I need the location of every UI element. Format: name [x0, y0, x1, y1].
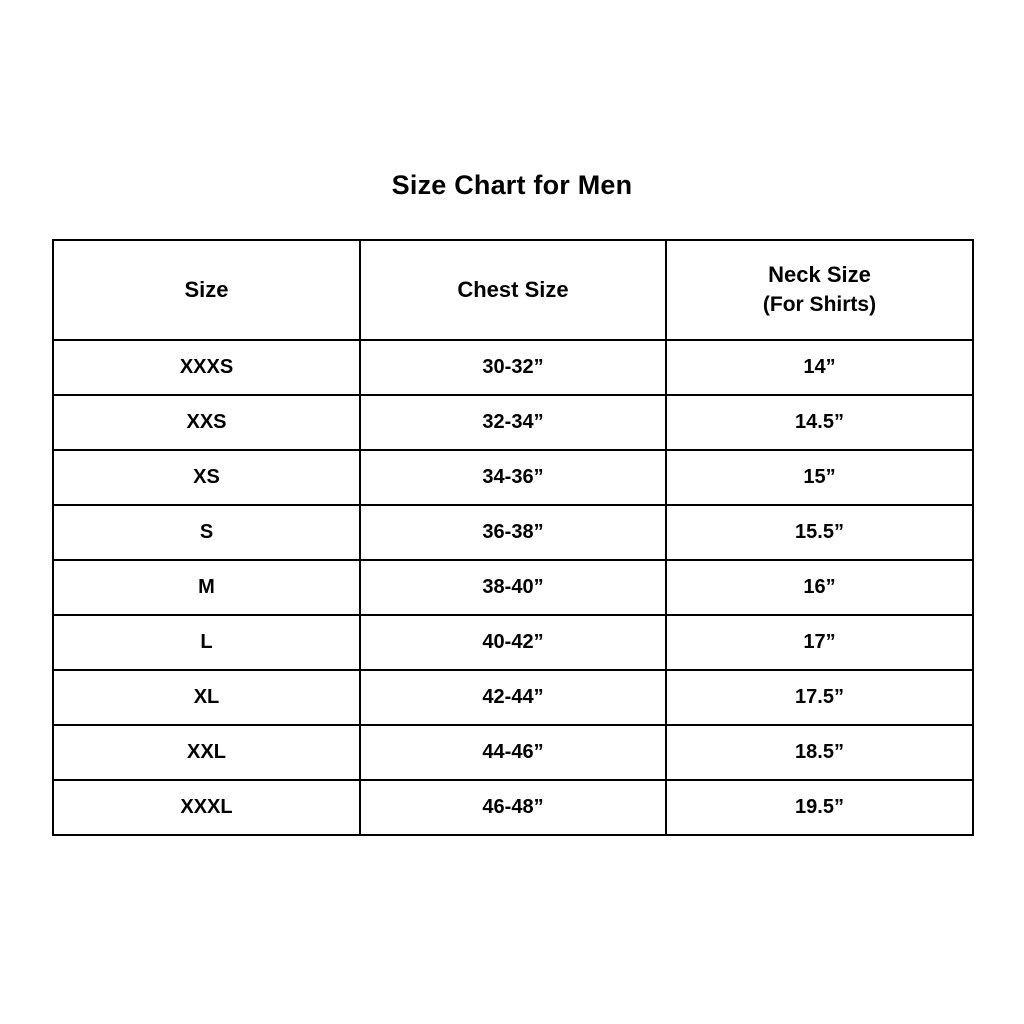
table-row — [53, 725, 973, 780]
column-header-neck-size-label: Neck Size — [768, 262, 871, 287]
cell-neck: 18.5” — [666, 725, 973, 780]
cell-chest: 46-48” — [360, 780, 666, 835]
table-row — [53, 560, 973, 615]
column-header-chest-size — [360, 240, 666, 340]
cell-chest: 32-34” — [360, 395, 666, 450]
cell-size: M — [53, 560, 360, 615]
cell-size: XXXL — [53, 780, 360, 835]
table-body — [53, 340, 973, 835]
column-header-size — [53, 240, 360, 340]
table-header-row — [53, 240, 973, 340]
cell-size: XXS — [53, 395, 360, 450]
cell-chest: 44-46” — [360, 725, 666, 780]
cell-chest: 38-40” — [360, 560, 666, 615]
cell-size: XL — [53, 670, 360, 725]
cell-size: S — [53, 505, 360, 560]
column-header-neck-size-sublabel: (For Shirts) — [762, 293, 877, 316]
table-header — [53, 240, 973, 340]
cell-size: XXL — [53, 725, 360, 780]
cell-chest: 36-38” — [360, 505, 666, 560]
cell-size: L — [53, 615, 360, 670]
table-row — [53, 670, 973, 725]
table-row — [53, 505, 973, 560]
cell-neck: 19.5” — [666, 780, 973, 835]
cell-neck: 15” — [666, 450, 973, 505]
table-row — [53, 780, 973, 835]
cell-neck: 14.5” — [666, 395, 973, 450]
table-row — [53, 615, 973, 670]
cell-size: XXXS — [53, 340, 360, 395]
table-row — [53, 395, 973, 450]
page-title: Size Chart for Men — [391, 170, 633, 200]
cell-chest: 42-44” — [360, 670, 666, 725]
cell-chest: 34-36” — [360, 450, 666, 505]
column-header-chest-size-label: Chest Size — [457, 277, 569, 302]
cell-neck: 16” — [666, 560, 973, 615]
cell-size: XS — [53, 450, 360, 505]
cell-chest: 30-32” — [360, 340, 666, 395]
cell-chest: 40-42” — [360, 615, 666, 670]
cell-neck: 17.5” — [666, 670, 973, 725]
table-row — [53, 450, 973, 505]
cell-neck: 14” — [666, 340, 973, 395]
cell-neck: 17” — [666, 615, 973, 670]
column-header-size-label: Size — [184, 277, 229, 302]
column-header-neck-size — [666, 240, 973, 340]
table-row — [53, 340, 973, 395]
size-chart-table — [52, 239, 974, 836]
cell-neck: 15.5” — [666, 505, 973, 560]
